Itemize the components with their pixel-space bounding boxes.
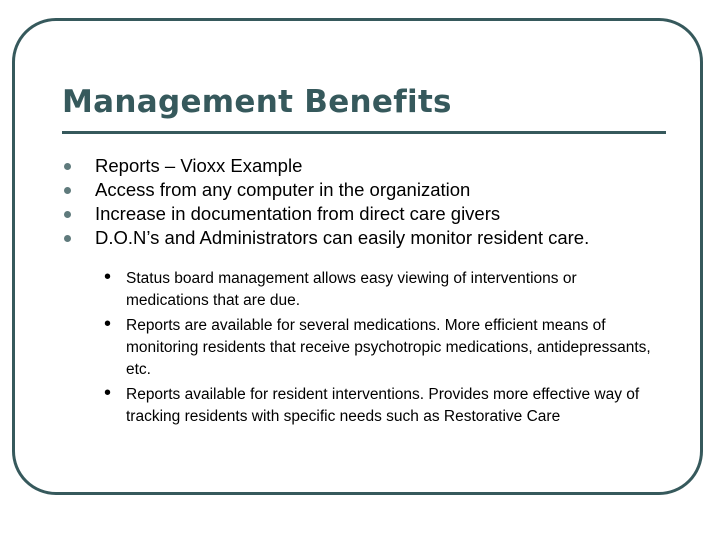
sub-bullet-list <box>96 268 656 431</box>
sub-bullet-icon: • <box>104 266 112 288</box>
round-bullet-icon <box>64 211 71 218</box>
round-bullet-icon <box>64 235 71 242</box>
slide-title: Management Benefits <box>62 84 452 120</box>
title-divider <box>62 131 666 134</box>
sub-bullet-item <box>96 268 656 312</box>
sub-bullet-icon: • <box>104 382 112 404</box>
sub-bullet-item <box>96 384 656 428</box>
bullet-text: Access from any computer in the organization <box>95 179 471 200</box>
bullet-text: Reports – Vioxx Example <box>95 155 303 176</box>
sub-bullet-text: Reports available for resident interventions. Provides more effective way of tracking residents with specific needs such as Restorative Care <box>126 386 640 425</box>
round-bullet-icon <box>64 187 71 194</box>
round-bullet-icon <box>64 163 71 170</box>
sub-bullet-item <box>96 315 656 381</box>
sub-bullet-text: Reports are available for several medications. More efficient means of monitoring residents that receive psychotropic medications, antidepressants, etc. <box>126 317 651 378</box>
bullet-text: Increase in documentation from direct care givers <box>95 203 501 224</box>
sub-bullet-text: Status board management allows easy viewing of interventions or medications that are due. <box>126 270 577 309</box>
sub-bullet-icon: • <box>104 313 112 335</box>
bullet-text: D.O.N’s and Administrators can easily monitor resident care. <box>95 227 590 248</box>
